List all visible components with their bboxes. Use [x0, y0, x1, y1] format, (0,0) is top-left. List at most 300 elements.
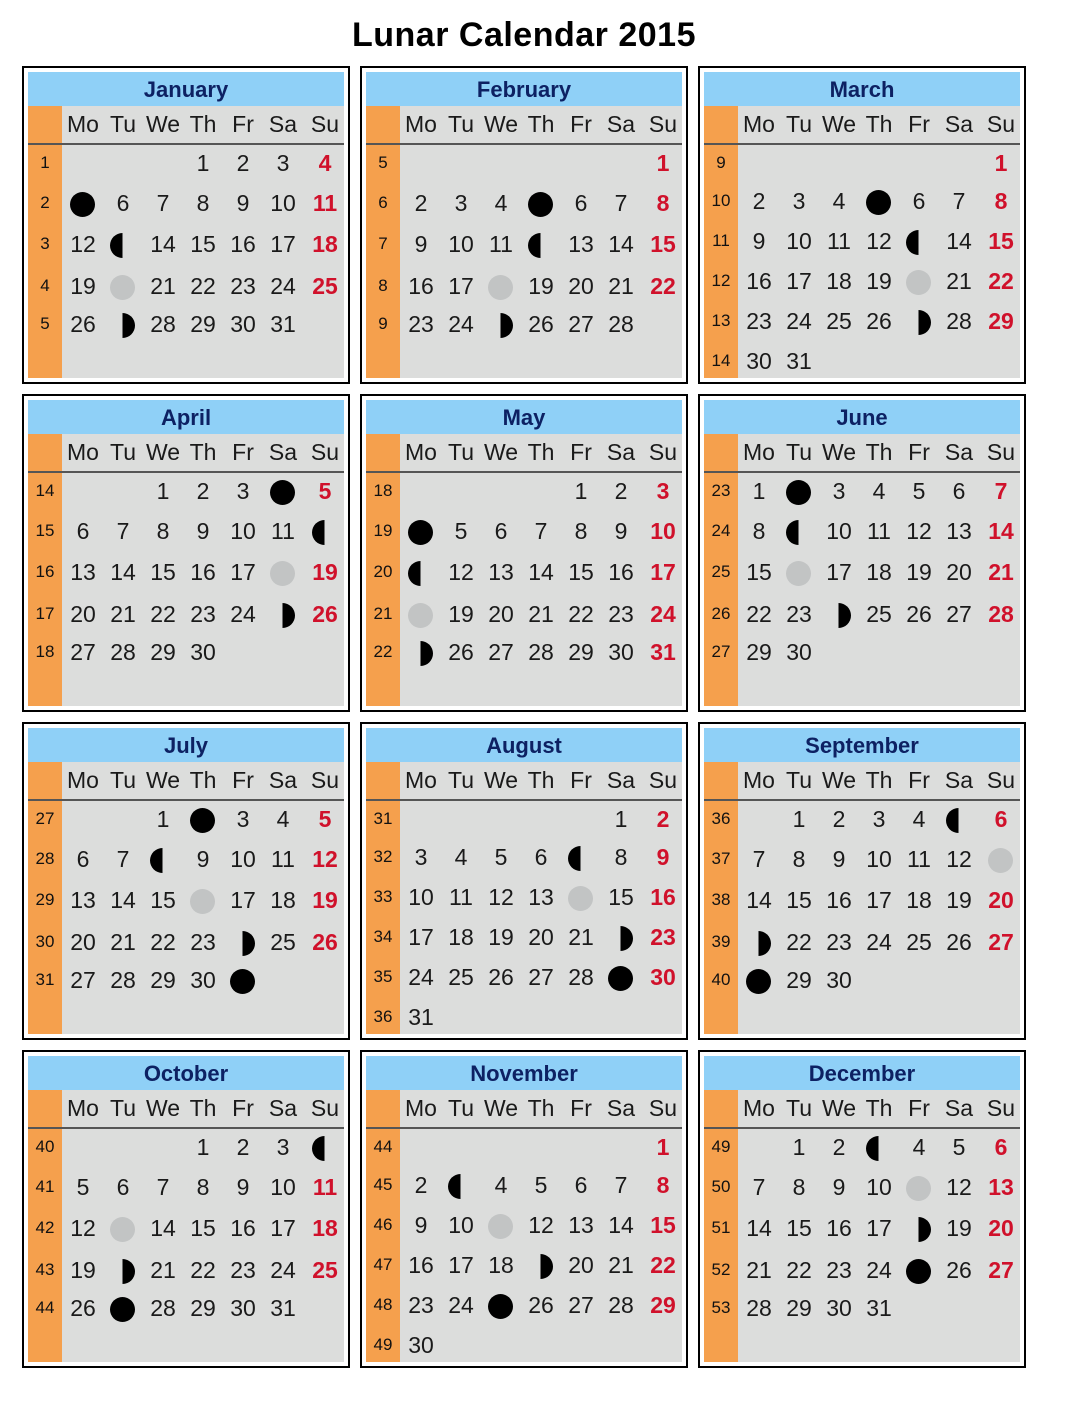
day-cell[interactable]: 3: [276, 1134, 290, 1160]
day-cell-sunday[interactable]: 22: [650, 1252, 676, 1278]
day-cell[interactable]: 6: [116, 1174, 130, 1200]
day-cell[interactable]: 28: [608, 1292, 634, 1318]
day-cell[interactable]: 30: [190, 967, 216, 993]
day-cell[interactable]: 23: [786, 601, 812, 627]
day-cell[interactable]: 25: [826, 308, 852, 334]
day-cell[interactable]: 4: [912, 806, 926, 832]
day-cell[interactable]: 30: [608, 639, 634, 665]
day-cell[interactable]: 10: [230, 846, 256, 872]
day-cell[interactable]: 10: [270, 190, 296, 216]
day-cell[interactable]: 6: [574, 190, 588, 216]
day-cell[interactable]: 8: [792, 846, 806, 872]
day-cell[interactable]: 31: [270, 1295, 296, 1321]
day-cell[interactable]: 28: [946, 308, 972, 334]
day-cell[interactable]: 28: [150, 311, 176, 337]
day-cell[interactable]: 9: [236, 1174, 250, 1200]
day-cell[interactable]: 8: [196, 190, 210, 216]
day-cell[interactable]: 7: [156, 1174, 170, 1200]
day-cell[interactable]: 1: [196, 1134, 210, 1160]
day-cell[interactable]: 17: [826, 559, 852, 585]
day-cell-sunday[interactable]: 6: [994, 806, 1008, 832]
day-cell[interactable]: 3: [414, 844, 428, 870]
day-cell[interactable]: 21: [110, 601, 136, 627]
day-cell[interactable]: 26: [946, 1257, 972, 1283]
day-cell[interactable]: 21: [528, 601, 554, 627]
day-cell[interactable]: 5: [494, 844, 508, 870]
day-cell[interactable]: 15: [568, 559, 594, 585]
day-cell[interactable]: 10: [408, 884, 434, 910]
day-cell[interactable]: 19: [448, 601, 474, 627]
day-cell[interactable]: 20: [528, 924, 554, 950]
day-cell[interactable]: 30: [746, 348, 772, 374]
day-cell[interactable]: 15: [786, 887, 812, 913]
day-cell[interactable]: 3: [236, 806, 250, 832]
day-cell[interactable]: 4: [912, 1134, 926, 1160]
day-cell[interactable]: 12: [906, 518, 932, 544]
day-cell-sunday[interactable]: 6: [994, 1134, 1008, 1160]
day-cell[interactable]: 22: [746, 601, 772, 627]
day-cell[interactable]: 16: [190, 559, 216, 585]
day-cell[interactable]: 22: [568, 601, 594, 627]
day-cell[interactable]: 4: [494, 1172, 508, 1198]
day-cell[interactable]: 27: [568, 1292, 594, 1318]
day-cell[interactable]: 3: [454, 190, 468, 216]
day-cell[interactable]: 26: [866, 308, 892, 334]
day-cell[interactable]: 9: [832, 1174, 846, 1200]
day-cell-sunday[interactable]: 9: [656, 844, 670, 870]
day-cell[interactable]: 27: [528, 964, 554, 990]
day-cell[interactable]: 2: [614, 478, 628, 504]
day-cell[interactable]: 6: [494, 518, 508, 544]
day-cell[interactable]: 28: [110, 967, 136, 993]
day-cell[interactable]: 1: [752, 478, 766, 504]
day-cell[interactable]: 30: [230, 1295, 256, 1321]
day-cell[interactable]: 23: [230, 1257, 256, 1283]
day-cell[interactable]: 10: [826, 518, 852, 544]
day-cell-sunday[interactable]: 20: [988, 1215, 1014, 1241]
day-cell[interactable]: 18: [448, 924, 474, 950]
day-cell[interactable]: 23: [826, 929, 852, 955]
day-cell[interactable]: 23: [190, 601, 216, 627]
day-cell[interactable]: 29: [786, 967, 812, 993]
day-cell[interactable]: 21: [608, 273, 634, 299]
day-cell[interactable]: 10: [866, 1174, 892, 1200]
day-cell[interactable]: 22: [786, 1257, 812, 1283]
day-cell[interactable]: 6: [574, 1172, 588, 1198]
day-cell-sunday[interactable]: 17: [650, 559, 676, 585]
day-cell[interactable]: 27: [488, 639, 514, 665]
day-cell[interactable]: 22: [150, 601, 176, 627]
day-cell[interactable]: 19: [946, 1215, 972, 1241]
day-cell[interactable]: 15: [746, 559, 772, 585]
day-cell[interactable]: 13: [946, 518, 972, 544]
day-cell-sunday[interactable]: 15: [650, 231, 676, 257]
day-cell[interactable]: 11: [271, 846, 295, 872]
day-cell[interactable]: 24: [270, 273, 296, 299]
day-cell[interactable]: 2: [236, 150, 250, 176]
day-cell[interactable]: 27: [946, 601, 972, 627]
day-cell[interactable]: 16: [826, 1215, 852, 1241]
day-cell[interactable]: 18: [488, 1252, 514, 1278]
day-cell[interactable]: 8: [752, 518, 766, 544]
day-cell[interactable]: 5: [76, 1174, 90, 1200]
day-cell[interactable]: 14: [608, 231, 634, 257]
day-cell[interactable]: 31: [270, 311, 296, 337]
day-cell[interactable]: 5: [952, 1134, 966, 1160]
day-cell-sunday[interactable]: 7: [994, 478, 1008, 504]
day-cell[interactable]: 16: [408, 273, 434, 299]
day-cell-sunday[interactable]: 11: [312, 190, 338, 216]
day-cell[interactable]: 20: [568, 273, 594, 299]
day-cell-sunday[interactable]: 22: [650, 273, 676, 299]
day-cell[interactable]: 10: [230, 518, 256, 544]
day-cell[interactable]: 30: [230, 311, 256, 337]
day-cell[interactable]: 28: [150, 1295, 176, 1321]
day-cell[interactable]: 20: [70, 601, 96, 627]
day-cell-sunday[interactable]: 2: [656, 806, 670, 832]
day-cell[interactable]: 19: [70, 273, 96, 299]
day-cell[interactable]: 12: [866, 228, 892, 254]
day-cell[interactable]: 17: [270, 231, 296, 257]
day-cell[interactable]: 9: [752, 228, 766, 254]
day-cell[interactable]: 19: [488, 924, 514, 950]
day-cell[interactable]: 27: [70, 639, 96, 665]
day-cell[interactable]: 5: [912, 478, 926, 504]
day-cell[interactable]: 25: [448, 964, 474, 990]
day-cell[interactable]: 11: [271, 518, 295, 544]
day-cell[interactable]: 16: [408, 1252, 434, 1278]
day-cell[interactable]: 11: [827, 228, 851, 254]
day-cell[interactable]: 18: [270, 887, 296, 913]
day-cell[interactable]: 12: [946, 1174, 972, 1200]
day-cell[interactable]: 17: [786, 268, 812, 294]
day-cell[interactable]: 11: [867, 518, 891, 544]
day-cell[interactable]: 31: [786, 348, 812, 374]
day-cell[interactable]: 24: [866, 929, 892, 955]
day-cell[interactable]: 19: [946, 887, 972, 913]
day-cell[interactable]: 17: [408, 924, 434, 950]
day-cell[interactable]: 14: [150, 231, 176, 257]
day-cell[interactable]: 9: [832, 846, 846, 872]
day-cell-sunday[interactable]: 5: [318, 806, 332, 832]
day-cell-sunday[interactable]: 19: [312, 559, 338, 585]
day-cell-sunday[interactable]: 24: [650, 601, 676, 627]
day-cell[interactable]: 1: [792, 1134, 806, 1160]
day-cell[interactable]: 7: [116, 846, 130, 872]
day-cell[interactable]: 15: [150, 559, 176, 585]
day-cell[interactable]: 10: [448, 1212, 474, 1238]
day-cell[interactable]: 22: [190, 273, 216, 299]
day-cell[interactable]: 28: [746, 1295, 772, 1321]
day-cell[interactable]: 3: [832, 478, 846, 504]
day-cell[interactable]: 25: [866, 601, 892, 627]
day-cell[interactable]: 1: [156, 806, 170, 832]
day-cell[interactable]: 31: [866, 1295, 892, 1321]
day-cell[interactable]: 17: [866, 1215, 892, 1241]
day-cell[interactable]: 26: [488, 964, 514, 990]
day-cell[interactable]: 24: [230, 601, 256, 627]
day-cell-sunday[interactable]: 18: [312, 231, 338, 257]
day-cell-sunday[interactable]: 25: [312, 1257, 338, 1283]
day-cell[interactable]: 5: [534, 1172, 548, 1198]
day-cell[interactable]: 24: [866, 1257, 892, 1283]
day-cell[interactable]: 23: [190, 929, 216, 955]
day-cell[interactable]: 24: [786, 308, 812, 334]
day-cell[interactable]: 6: [76, 518, 90, 544]
day-cell[interactable]: 5: [454, 518, 468, 544]
day-cell[interactable]: 8: [792, 1174, 806, 1200]
day-cell[interactable]: 15: [786, 1215, 812, 1241]
day-cell-sunday[interactable]: 1: [994, 150, 1008, 176]
day-cell-sunday[interactable]: 19: [312, 887, 338, 913]
day-cell[interactable]: 30: [826, 1295, 852, 1321]
day-cell[interactable]: 7: [752, 846, 766, 872]
day-cell[interactable]: 29: [746, 639, 772, 665]
day-cell[interactable]: 22: [150, 929, 176, 955]
day-cell[interactable]: 9: [614, 518, 628, 544]
day-cell[interactable]: 10: [270, 1174, 296, 1200]
day-cell-sunday[interactable]: 1: [656, 150, 670, 176]
day-cell[interactable]: 1: [614, 806, 628, 832]
day-cell[interactable]: 17: [866, 887, 892, 913]
day-cell-sunday[interactable]: 11: [312, 1174, 338, 1200]
day-cell[interactable]: 29: [786, 1295, 812, 1321]
day-cell[interactable]: 29: [190, 311, 216, 337]
day-cell[interactable]: 9: [196, 518, 210, 544]
day-cell[interactable]: 1: [574, 478, 588, 504]
day-cell[interactable]: 4: [454, 844, 468, 870]
day-cell[interactable]: 26: [70, 1295, 96, 1321]
day-cell-sunday[interactable]: 30: [650, 964, 676, 990]
day-cell[interactable]: 24: [270, 1257, 296, 1283]
day-cell[interactable]: 15: [608, 884, 634, 910]
day-cell[interactable]: 13: [70, 559, 96, 585]
day-cell-sunday[interactable]: 26: [312, 929, 338, 955]
day-cell[interactable]: 13: [568, 231, 594, 257]
day-cell[interactable]: 20: [70, 929, 96, 955]
day-cell[interactable]: 23: [608, 601, 634, 627]
day-cell[interactable]: 7: [534, 518, 548, 544]
day-cell[interactable]: 10: [866, 846, 892, 872]
day-cell[interactable]: 25: [270, 929, 296, 955]
day-cell[interactable]: 7: [752, 1174, 766, 1200]
day-cell-sunday[interactable]: 26: [312, 601, 338, 627]
day-cell[interactable]: 25: [906, 929, 932, 955]
day-cell[interactable]: 29: [150, 639, 176, 665]
day-cell[interactable]: 29: [190, 1295, 216, 1321]
day-cell[interactable]: 8: [196, 1174, 210, 1200]
day-cell[interactable]: 21: [150, 273, 176, 299]
day-cell[interactable]: 14: [608, 1212, 634, 1238]
day-cell-sunday[interactable]: 13: [988, 1174, 1014, 1200]
day-cell[interactable]: 26: [946, 929, 972, 955]
day-cell-sunday[interactable]: 1: [656, 1134, 670, 1160]
day-cell-sunday[interactable]: 27: [988, 1257, 1014, 1283]
day-cell[interactable]: 17: [448, 273, 474, 299]
day-cell[interactable]: 8: [156, 518, 170, 544]
day-cell[interactable]: 6: [912, 188, 926, 214]
day-cell[interactable]: 1: [156, 478, 170, 504]
day-cell[interactable]: 2: [832, 1134, 846, 1160]
day-cell[interactable]: 27: [568, 311, 594, 337]
day-cell[interactable]: 31: [408, 1004, 434, 1030]
day-cell[interactable]: 22: [190, 1257, 216, 1283]
day-cell[interactable]: 3: [872, 806, 886, 832]
day-cell[interactable]: 18: [826, 268, 852, 294]
day-cell[interactable]: 19: [70, 1257, 96, 1283]
day-cell[interactable]: 19: [528, 273, 554, 299]
day-cell[interactable]: 13: [488, 559, 514, 585]
day-cell[interactable]: 6: [534, 844, 548, 870]
day-cell-sunday[interactable]: 16: [650, 884, 676, 910]
day-cell[interactable]: 13: [70, 887, 96, 913]
day-cell[interactable]: 13: [528, 884, 554, 910]
day-cell[interactable]: 30: [826, 967, 852, 993]
day-cell[interactable]: 15: [190, 1215, 216, 1241]
day-cell[interactable]: 14: [110, 887, 136, 913]
day-cell[interactable]: 15: [190, 231, 216, 257]
day-cell[interactable]: 29: [150, 967, 176, 993]
day-cell[interactable]: 4: [494, 190, 508, 216]
day-cell-sunday[interactable]: 15: [988, 228, 1014, 254]
day-cell-sunday[interactable]: 31: [650, 639, 676, 665]
day-cell[interactable]: 17: [448, 1252, 474, 1278]
day-cell[interactable]: 7: [952, 188, 966, 214]
day-cell[interactable]: 17: [230, 887, 256, 913]
day-cell[interactable]: 23: [746, 308, 772, 334]
day-cell[interactable]: 7: [614, 190, 628, 216]
day-cell[interactable]: 16: [230, 1215, 256, 1241]
day-cell-sunday[interactable]: 28: [988, 601, 1014, 627]
day-cell[interactable]: 26: [70, 311, 96, 337]
day-cell-sunday[interactable]: 14: [988, 518, 1014, 544]
day-cell[interactable]: 12: [946, 846, 972, 872]
day-cell[interactable]: 2: [196, 478, 210, 504]
day-cell[interactable]: 12: [70, 231, 96, 257]
day-cell-sunday[interactable]: 8: [994, 188, 1008, 214]
day-cell[interactable]: 15: [150, 887, 176, 913]
day-cell[interactable]: 27: [70, 967, 96, 993]
day-cell[interactable]: 28: [608, 311, 634, 337]
day-cell[interactable]: 9: [196, 846, 210, 872]
day-cell[interactable]: 3: [792, 188, 806, 214]
day-cell[interactable]: 9: [236, 190, 250, 216]
day-cell-sunday[interactable]: 29: [650, 1292, 676, 1318]
day-cell[interactable]: 20: [946, 559, 972, 585]
day-cell[interactable]: 14: [746, 1215, 772, 1241]
day-cell[interactable]: 16: [746, 268, 772, 294]
day-cell[interactable]: 17: [270, 1215, 296, 1241]
day-cell[interactable]: 21: [946, 268, 972, 294]
day-cell[interactable]: 20: [488, 601, 514, 627]
day-cell[interactable]: 28: [568, 964, 594, 990]
day-cell[interactable]: 8: [574, 518, 588, 544]
day-cell[interactable]: 24: [448, 1292, 474, 1318]
day-cell[interactable]: 26: [448, 639, 474, 665]
day-cell[interactable]: 20: [568, 1252, 594, 1278]
day-cell[interactable]: 21: [746, 1257, 772, 1283]
day-cell-sunday[interactable]: 29: [988, 308, 1014, 334]
day-cell[interactable]: 16: [608, 559, 634, 585]
day-cell[interactable]: 21: [568, 924, 594, 950]
day-cell[interactable]: 19: [906, 559, 932, 585]
day-cell[interactable]: 14: [150, 1215, 176, 1241]
day-cell-sunday[interactable]: 22: [988, 268, 1014, 294]
day-cell[interactable]: 30: [786, 639, 812, 665]
day-cell[interactable]: 30: [408, 1332, 434, 1358]
day-cell[interactable]: 3: [276, 150, 290, 176]
day-cell[interactable]: 2: [832, 806, 846, 832]
day-cell[interactable]: 21: [608, 1252, 634, 1278]
day-cell-sunday[interactable]: 12: [312, 846, 338, 872]
day-cell[interactable]: 12: [448, 559, 474, 585]
day-cell[interactable]: 7: [614, 1172, 628, 1198]
day-cell[interactable]: 10: [786, 228, 812, 254]
day-cell-sunday[interactable]: 20: [988, 887, 1014, 913]
day-cell-sunday[interactable]: 8: [656, 190, 670, 216]
day-cell-sunday[interactable]: 3: [656, 478, 670, 504]
day-cell[interactable]: 23: [826, 1257, 852, 1283]
day-cell[interactable]: 18: [906, 887, 932, 913]
day-cell[interactable]: 12: [488, 884, 514, 910]
day-cell[interactable]: 1: [792, 806, 806, 832]
day-cell[interactable]: 4: [832, 188, 846, 214]
day-cell[interactable]: 14: [746, 887, 772, 913]
day-cell[interactable]: 6: [116, 190, 130, 216]
day-cell[interactable]: 21: [150, 1257, 176, 1283]
day-cell[interactable]: 3: [236, 478, 250, 504]
day-cell[interactable]: 11: [907, 846, 931, 872]
day-cell-sunday[interactable]: 23: [650, 924, 676, 950]
day-cell[interactable]: 23: [408, 1292, 434, 1318]
day-cell[interactable]: 2: [414, 1172, 428, 1198]
day-cell[interactable]: 18: [866, 559, 892, 585]
day-cell-sunday[interactable]: 21: [988, 559, 1014, 585]
day-cell-sunday[interactable]: 4: [318, 150, 332, 176]
day-cell[interactable]: 23: [230, 273, 256, 299]
day-cell[interactable]: 21: [110, 929, 136, 955]
day-cell[interactable]: 26: [528, 1292, 554, 1318]
day-cell[interactable]: 30: [190, 639, 216, 665]
day-cell[interactable]: 22: [786, 929, 812, 955]
day-cell[interactable]: 24: [448, 311, 474, 337]
day-cell[interactable]: 14: [528, 559, 554, 585]
day-cell[interactable]: 11: [449, 884, 473, 910]
day-cell[interactable]: 19: [866, 268, 892, 294]
day-cell-sunday[interactable]: 18: [312, 1215, 338, 1241]
day-cell[interactable]: 4: [276, 806, 290, 832]
day-cell[interactable]: 2: [236, 1134, 250, 1160]
day-cell[interactable]: 16: [230, 231, 256, 257]
day-cell[interactable]: 10: [448, 231, 474, 257]
day-cell[interactable]: 13: [568, 1212, 594, 1238]
day-cell[interactable]: 9: [414, 1212, 428, 1238]
day-cell[interactable]: 16: [826, 887, 852, 913]
day-cell[interactable]: 11: [489, 231, 513, 257]
day-cell[interactable]: 26: [528, 311, 554, 337]
day-cell-sunday[interactable]: 10: [650, 518, 676, 544]
day-cell[interactable]: 14: [946, 228, 972, 254]
day-cell-sunday[interactable]: 5: [318, 478, 332, 504]
day-cell[interactable]: 28: [110, 639, 136, 665]
day-cell[interactable]: 26: [906, 601, 932, 627]
day-cell[interactable]: 14: [110, 559, 136, 585]
day-cell-sunday[interactable]: 25: [312, 273, 338, 299]
day-cell[interactable]: 8: [614, 844, 628, 870]
day-cell[interactable]: 4: [872, 478, 886, 504]
day-cell-sunday[interactable]: 27: [988, 929, 1014, 955]
day-cell[interactable]: 9: [414, 231, 428, 257]
